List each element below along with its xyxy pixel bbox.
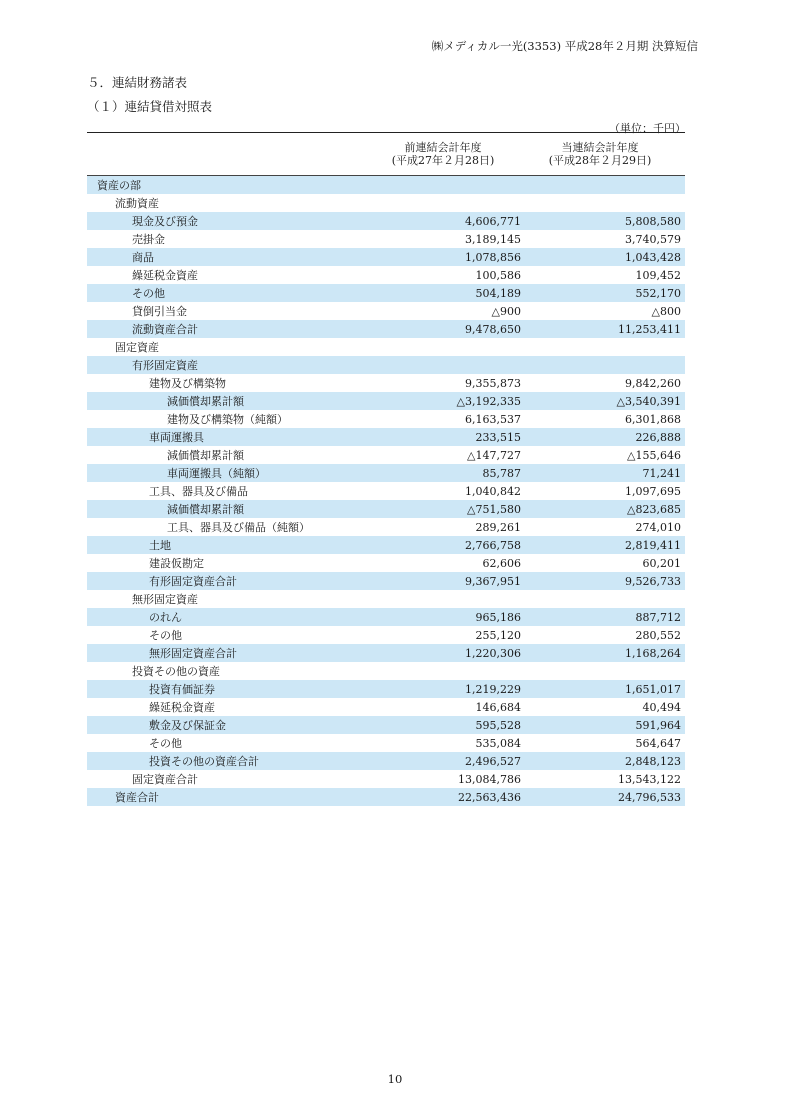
table-row [87,788,685,806]
row-label: 減価償却累計額 [167,449,244,462]
table-row [87,266,685,284]
row-label: 減価償却累計額 [167,503,244,516]
row-value-prev: 1,220,306 [465,646,521,660]
row-value-prev: 535,084 [475,736,521,750]
column-header-prev-line1: 前連結会計年度 [404,141,482,154]
row-value-prev: 22,563,436 [458,790,521,804]
table-row [87,608,685,626]
row-value-curr: 5,808,580 [625,214,681,228]
row-value-prev: 2,766,758 [465,538,521,552]
row-value-prev: 100,586 [475,268,521,282]
row-value-curr: 2,848,123 [625,754,681,768]
row-value-prev: 1,219,229 [465,682,521,696]
row-value-prev: 2,496,527 [465,754,521,768]
row-value-curr: △155,646 [627,448,681,462]
row-value-curr: 9,842,260 [625,376,681,390]
row-value-prev: △900 [491,304,521,318]
table-row [87,770,685,788]
table-row [87,374,685,392]
row-value-curr: 1,043,428 [625,250,681,264]
row-value-prev: 1,078,856 [465,250,521,264]
table-row [87,734,685,752]
row-value-prev: △751,580 [467,502,521,516]
table-row [87,212,685,230]
row-value-curr: △3,540,391 [616,394,681,408]
row-label: 繰延税金資産 [132,269,198,282]
row-label: その他 [149,737,182,750]
table-row [87,446,685,464]
row-value-prev: 9,367,951 [465,574,521,588]
column-header-curr-line2: (平成28年２月29日) [548,154,652,167]
row-label: 流動資産合計 [132,323,198,336]
table-row [87,356,685,374]
table-row [87,554,685,572]
row-label: 現金及び預金 [132,215,198,228]
row-value-curr: 9,526,733 [625,574,681,588]
row-label: その他 [132,287,165,300]
row-value-curr: 60,201 [642,556,681,570]
row-value-curr: △800 [651,304,681,318]
sub-title: （１）連結貸借対照表 [87,99,213,114]
column-header-prev-line2: (平成27年２月28日) [391,154,495,167]
row-value-prev: 965,186 [475,610,521,624]
row-label: 土地 [149,539,171,552]
column-header-curr [520,141,680,167]
page-number: 10 [387,1072,403,1086]
row-label: 流動資産 [115,197,159,210]
row-value-curr: 1,097,695 [625,484,681,498]
row-value-prev: 3,189,145 [465,232,521,246]
row-value-curr: 1,168,264 [625,646,681,660]
row-value-curr: 552,170 [635,286,681,300]
table-row [87,176,685,194]
column-header [87,133,685,176]
row-value-prev: 9,355,873 [465,376,521,390]
table-row [87,572,685,590]
row-label: 有形固定資産合計 [149,575,237,588]
row-value-prev: 504,189 [475,286,521,300]
table-row [87,644,685,662]
row-value-curr: 71,241 [642,466,681,480]
balance-sheet-table [87,132,685,806]
row-value-prev: 595,528 [475,718,521,732]
row-label: 敷金及び保証金 [149,719,226,732]
row-label: 繰延税金資産 [149,701,215,714]
row-label: 建設仮勘定 [149,557,204,570]
table-row [87,320,685,338]
row-value-curr: 13,543,122 [618,772,681,786]
row-value-prev: 4,606,771 [465,214,521,228]
unit-label: （単位：千円） [609,122,686,135]
row-value-curr: 2,819,411 [625,538,681,552]
table-row [87,518,685,536]
row-value-curr: 3,740,579 [625,232,681,246]
row-value-prev: 13,084,786 [458,772,521,786]
row-value-curr: △823,685 [627,502,681,516]
row-value-curr: 11,253,411 [618,322,681,336]
table-row [87,680,685,698]
row-label: 固定資産 [115,341,159,354]
row-value-prev: 255,120 [475,628,521,642]
table-row [87,752,685,770]
row-value-curr: 1,651,017 [625,682,681,696]
row-label: その他 [149,629,182,642]
row-label: 減価償却累計額 [167,395,244,408]
row-value-curr: 109,452 [635,268,681,282]
row-label: 商品 [132,251,154,264]
table-body [87,176,685,806]
column-header-curr-line1: 当連結会計年度 [561,141,639,154]
row-label: 売掛金 [132,233,165,246]
row-value-prev: 233,515 [475,430,521,444]
document-header: ㈱メディカル一光(3353) 平成28年２月期 決算短信 [431,39,698,53]
row-label: 車両運搬具 [149,431,204,444]
row-value-curr: 887,712 [635,610,681,624]
row-value-curr: 24,796,533 [618,790,681,804]
table-row [87,410,685,428]
row-label: 車両運搬具（純額） [167,467,266,480]
section-title: ５．連結財務諸表 [87,75,188,90]
column-header-prev [363,141,523,167]
row-label: 資産合計 [115,791,159,804]
table-row [87,500,685,518]
table-row [87,698,685,716]
row-value-prev: 146,684 [475,700,521,714]
row-value-curr: 40,494 [642,700,681,714]
row-value-prev: 9,478,650 [465,322,521,336]
row-label: のれん [149,611,182,624]
row-label: 建物及び構築物 [149,377,226,390]
row-value-prev: 1,040,842 [465,484,521,498]
row-value-prev: 289,261 [475,520,521,534]
row-label: 建物及び構築物（純額） [167,413,288,426]
table-row [87,716,685,734]
table-row [87,284,685,302]
row-value-prev: 85,787 [482,466,521,480]
row-value-prev: 6,163,537 [465,412,521,426]
row-label: 投資その他の資産合計 [149,755,259,768]
row-label: 無形固定資産合計 [149,647,237,660]
table-row [87,302,685,320]
row-value-prev: 62,606 [482,556,521,570]
row-value-curr: 280,552 [635,628,681,642]
table-row [87,464,685,482]
table-row [87,392,685,410]
table-row [87,662,685,680]
row-label: 工具、器具及び備品（純額） [167,521,310,534]
table-row [87,428,685,446]
row-value-prev: △147,727 [467,448,521,462]
row-label: 無形固定資産 [132,593,198,606]
row-value-prev: △3,192,335 [456,394,521,408]
row-value-curr: 591,964 [635,718,681,732]
row-value-curr: 274,010 [635,520,681,534]
table-row [87,590,685,608]
row-label: 投資有価証券 [149,683,215,696]
row-label: 資産の部 [97,179,141,192]
row-label: 工具、器具及び備品 [149,485,248,498]
row-label: 投資その他の資産 [132,665,220,678]
table-row [87,482,685,500]
row-value-curr: 6,301,868 [625,412,681,426]
row-label: 固定資産合計 [132,773,198,786]
table-row [87,338,685,356]
row-label: 有形固定資産 [132,359,198,372]
table-row [87,536,685,554]
table-row [87,626,685,644]
row-value-curr: 564,647 [635,736,681,750]
row-value-curr: 226,888 [635,430,681,444]
table-row [87,248,685,266]
row-label: 貸倒引当金 [132,305,187,318]
table-row [87,230,685,248]
table-row [87,194,685,212]
